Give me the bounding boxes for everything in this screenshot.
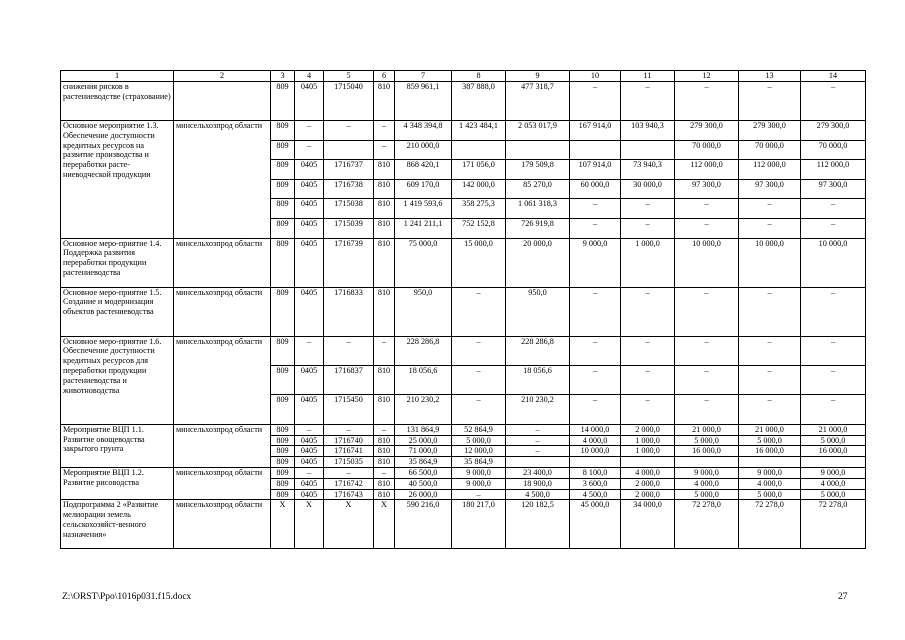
value-cell: – [324, 467, 374, 478]
footer-page-number: 27 [838, 592, 848, 602]
value-cell: 810 [374, 287, 395, 336]
value-cell: 1 423 484,1 [452, 120, 506, 140]
value-cell: 120 182,5 [506, 500, 570, 549]
value-cell: 26 000,0 [395, 489, 452, 500]
value-cell: – [675, 218, 739, 238]
value-cell: – [801, 218, 866, 238]
value-cell: – [506, 446, 570, 457]
value-cell: 10 000,0 [739, 238, 801, 287]
value-cell: 66 500,0 [395, 467, 452, 478]
value-cell: 809 [271, 489, 295, 500]
value-cell: 809 [271, 395, 295, 424]
table-row [61, 424, 866, 435]
value-cell: 809 [271, 457, 295, 468]
measure-name-cell: снижения рисков в растениеводстве (страхование) [61, 81, 174, 120]
value-cell: 72 278,0 [801, 500, 866, 549]
value-cell: 3 600,0 [570, 478, 621, 489]
value-cell: 35 864,9 [395, 457, 452, 468]
value-cell: 18 056,6 [506, 365, 570, 394]
value-cell: – [801, 336, 866, 365]
value-cell: 210 230,2 [395, 395, 452, 424]
value-cell: 34 000,0 [621, 500, 675, 549]
value-cell: 4 500,0 [570, 489, 621, 500]
value-cell: 809 [271, 365, 295, 394]
value-cell: 1716743 [324, 489, 374, 500]
value-cell: 2 053 017,9 [506, 120, 570, 140]
value-cell: – [621, 81, 675, 120]
value-cell: – [295, 140, 324, 160]
value-cell: 228 286,8 [395, 336, 452, 365]
value-cell: 0405 [295, 238, 324, 287]
value-cell: 810 [374, 218, 395, 238]
value-cell: 107 914,0 [570, 160, 621, 180]
value-cell: 71 000,0 [395, 446, 452, 457]
value-cell: 810 [374, 179, 395, 199]
document-page [60, 70, 865, 549]
value-cell: – [739, 287, 801, 336]
value-cell: 75 000,0 [395, 238, 452, 287]
value-cell: 112 000,0 [739, 160, 801, 180]
value-cell: 1716737 [324, 160, 374, 180]
header-cell: 4 [295, 71, 324, 82]
executor-cell: минсельхозпрод области [174, 238, 271, 287]
value-cell: – [570, 395, 621, 424]
table-row [61, 500, 866, 549]
value-cell: – [506, 424, 570, 435]
value-cell: 21 000,0 [801, 424, 866, 435]
executor-cell: минсельхозпрод области [174, 120, 271, 238]
value-cell: 30 000,0 [621, 179, 675, 199]
value-cell: 70 000,0 [739, 140, 801, 160]
value-cell: 279 300,0 [739, 120, 801, 140]
value-cell: – [374, 467, 395, 478]
value-cell: 52 864,9 [452, 424, 506, 435]
value-cell: 279 300,0 [801, 120, 866, 140]
value-cell: 35 864,9 [452, 457, 506, 468]
value-cell: 809 [271, 81, 295, 120]
value-cell: 1716742 [324, 478, 374, 489]
value-cell: 5 000,0 [675, 489, 739, 500]
value-cell: 810 [374, 199, 395, 219]
value-cell: Х [295, 500, 324, 549]
value-cell: 1716738 [324, 179, 374, 199]
value-cell: 809 [271, 140, 295, 160]
value-cell: – [675, 199, 739, 219]
value-cell: Х [374, 500, 395, 549]
value-cell: 171 056,0 [452, 160, 506, 180]
value-cell: – [739, 81, 801, 120]
value-cell: 810 [374, 478, 395, 489]
value-cell [452, 140, 506, 160]
value-cell: 810 [374, 457, 395, 468]
value-cell: 809 [271, 160, 295, 180]
value-cell: 0405 [295, 81, 324, 120]
value-cell: 810 [374, 365, 395, 394]
table-row [61, 336, 866, 365]
value-cell: 167 914,0 [570, 120, 621, 140]
value-cell: – [675, 336, 739, 365]
value-cell: – [506, 435, 570, 446]
value-cell: 4 348 394,8 [395, 120, 452, 140]
value-cell: 16 000,0 [739, 446, 801, 457]
value-cell: – [452, 365, 506, 394]
header-cell: 6 [374, 71, 395, 82]
value-cell: 4 000,0 [570, 435, 621, 446]
value-cell: 70 000,0 [675, 140, 739, 160]
header-cell: 14 [801, 71, 866, 82]
value-cell: – [801, 365, 866, 394]
executor-cell [174, 81, 271, 120]
header-cell: 8 [452, 71, 506, 82]
value-cell: 0405 [295, 489, 324, 500]
value-cell: – [324, 424, 374, 435]
value-cell: 950,0 [506, 287, 570, 336]
value-cell: 810 [374, 489, 395, 500]
value-cell: 210 000,0 [395, 140, 452, 160]
value-cell: 5 000,0 [801, 435, 866, 446]
value-cell: – [374, 424, 395, 435]
value-cell: 180 217,0 [452, 500, 506, 549]
value-cell: 85 270,0 [506, 179, 570, 199]
value-cell: – [452, 489, 506, 500]
header-cell: 5 [324, 71, 374, 82]
value-cell: Х [324, 500, 374, 549]
value-cell: 9 000,0 [452, 478, 506, 489]
value-cell: 809 [271, 424, 295, 435]
value-cell: – [570, 218, 621, 238]
value-cell: 1715035 [324, 457, 374, 468]
value-cell: 5 000,0 [739, 435, 801, 446]
value-cell: 72 278,0 [739, 500, 801, 549]
value-cell: 2 000,0 [621, 478, 675, 489]
value-cell [621, 140, 675, 160]
value-cell: 97 300,0 [739, 179, 801, 199]
measure-name-cell: Мероприятие ВЦП 1.1. Развитие овощеводства закрытого грунта [61, 424, 174, 467]
value-cell: 112 000,0 [801, 160, 866, 180]
header-cell: 3 [271, 71, 295, 82]
value-cell: 358 275,3 [452, 199, 506, 219]
value-cell: – [295, 336, 324, 365]
value-cell: 1716837 [324, 365, 374, 394]
value-cell: 228 286,8 [506, 336, 570, 365]
value-cell: – [452, 336, 506, 365]
value-cell [324, 140, 374, 160]
executor-cell: минсельхозпрод области [174, 424, 271, 467]
value-cell: – [324, 336, 374, 365]
value-cell: – [570, 81, 621, 120]
value-cell: 9 000,0 [801, 467, 866, 478]
value-cell: 4 000,0 [621, 467, 675, 478]
value-cell: 18 056,6 [395, 365, 452, 394]
value-cell: – [374, 336, 395, 365]
value-cell: – [621, 336, 675, 365]
value-cell: – [570, 365, 621, 394]
value-cell: 0405 [295, 365, 324, 394]
value-cell: 809 [271, 120, 295, 140]
value-cell: – [675, 395, 739, 424]
value-cell: 1716833 [324, 287, 374, 336]
value-cell: – [570, 199, 621, 219]
value-cell: 97 300,0 [801, 179, 866, 199]
value-cell: 810 [374, 446, 395, 457]
value-cell: 0405 [295, 457, 324, 468]
table-row [61, 287, 866, 336]
value-cell: – [621, 365, 675, 394]
value-cell: 5 000,0 [801, 489, 866, 500]
value-cell: 1 000,0 [621, 238, 675, 287]
value-cell: 1 419 593,6 [395, 199, 452, 219]
value-cell: 809 [271, 467, 295, 478]
table-row [61, 81, 866, 120]
header-cell: 13 [739, 71, 801, 82]
value-cell: 9 000,0 [739, 467, 801, 478]
table-row [61, 467, 866, 478]
value-cell: – [452, 287, 506, 336]
header-cell: 2 [174, 71, 271, 82]
value-cell: 0405 [295, 218, 324, 238]
value-cell: 25 000,0 [395, 435, 452, 446]
value-cell: – [374, 140, 395, 160]
value-cell: 5 000,0 [739, 489, 801, 500]
value-cell: 1716739 [324, 238, 374, 287]
value-cell: – [675, 365, 739, 394]
value-cell: 726 919,8 [506, 218, 570, 238]
header-cell: 12 [675, 71, 739, 82]
value-cell: 810 [374, 435, 395, 446]
value-cell: 2 000,0 [621, 424, 675, 435]
value-cell [739, 457, 801, 468]
value-cell: 15 000,0 [452, 238, 506, 287]
value-cell: 1 000,0 [621, 446, 675, 457]
value-cell: 810 [374, 238, 395, 287]
value-cell: 142 000,0 [452, 179, 506, 199]
value-cell: 1715039 [324, 218, 374, 238]
value-cell: 18 900,0 [506, 478, 570, 489]
value-cell [570, 140, 621, 160]
value-cell: 9 000,0 [570, 238, 621, 287]
value-cell: 210 230,2 [506, 395, 570, 424]
value-cell: 809 [271, 435, 295, 446]
value-cell: 809 [271, 218, 295, 238]
value-cell: 4 000,0 [801, 478, 866, 489]
table-row [61, 238, 866, 287]
value-cell [570, 457, 621, 468]
value-cell: – [739, 365, 801, 394]
value-cell: – [801, 81, 866, 120]
value-cell: 8 100,0 [570, 467, 621, 478]
budget-table [60, 70, 866, 549]
value-cell: 5 000,0 [452, 435, 506, 446]
value-cell: 73 940,3 [621, 160, 675, 180]
value-cell: 1 061 318,3 [506, 199, 570, 219]
value-cell: 60 000,0 [570, 179, 621, 199]
value-cell: 590 216,0 [395, 500, 452, 549]
value-cell: 179 509,8 [506, 160, 570, 180]
measure-name-cell: Основное меро-приятие 1.5. Создание и модернизация объектов растениеводства [61, 287, 174, 336]
value-cell: 809 [271, 238, 295, 287]
executor-cell: минсельхозпрод области [174, 287, 271, 336]
value-cell [621, 457, 675, 468]
value-cell: 0405 [295, 160, 324, 180]
value-cell: 0405 [295, 395, 324, 424]
value-cell: Х [271, 500, 295, 549]
measure-name-cell: Основное меро-приятие 1.6. Обеспечение доступности кредитных ресурсов для переработки продукции растениеводства и животноводства [61, 336, 174, 424]
value-cell: – [452, 395, 506, 424]
header-cell: 9 [506, 71, 570, 82]
executor-cell: минсельхозпрод области [174, 500, 271, 549]
value-cell: 868 420,1 [395, 160, 452, 180]
value-cell: 752 152,8 [452, 218, 506, 238]
value-cell: 809 [271, 179, 295, 199]
value-cell: 1715040 [324, 81, 374, 120]
value-cell: 0405 [295, 435, 324, 446]
executor-cell: минсельхозпрод области [174, 336, 271, 424]
value-cell [675, 457, 739, 468]
measure-name-cell: Мероприятие ВЦП 1.2. Развитие рисоводства [61, 467, 174, 499]
value-cell: 809 [271, 446, 295, 457]
value-cell: 1715450 [324, 395, 374, 424]
header-cell: 7 [395, 71, 452, 82]
value-cell: 103 940,3 [621, 120, 675, 140]
value-cell: – [621, 199, 675, 219]
value-cell: 1 000,0 [621, 435, 675, 446]
value-cell: 23 400,0 [506, 467, 570, 478]
value-cell: 16 000,0 [801, 446, 866, 457]
value-cell: 112 000,0 [675, 160, 739, 180]
value-cell: 12 000,0 [452, 446, 506, 457]
value-cell: – [675, 81, 739, 120]
value-cell: – [739, 336, 801, 365]
value-cell: – [621, 218, 675, 238]
value-cell: 14 000,0 [570, 424, 621, 435]
value-cell: – [801, 199, 866, 219]
value-cell: 20 000,0 [506, 238, 570, 287]
executor-cell: минсельхозпрод области [174, 467, 271, 499]
value-cell: 0405 [295, 179, 324, 199]
value-cell: 477 318,7 [506, 81, 570, 120]
value-cell: 72 278,0 [675, 500, 739, 549]
value-cell: 809 [271, 199, 295, 219]
value-cell: – [621, 287, 675, 336]
value-cell: 40 500,0 [395, 478, 452, 489]
value-cell [506, 140, 570, 160]
value-cell: 4 000,0 [739, 478, 801, 489]
value-cell: – [374, 120, 395, 140]
value-cell: 387 888,0 [452, 81, 506, 120]
header-cell: 11 [621, 71, 675, 82]
value-cell: 10 000,0 [570, 446, 621, 457]
value-cell: 0405 [295, 478, 324, 489]
value-cell: – [324, 120, 374, 140]
value-cell: 1716741 [324, 446, 374, 457]
value-cell: – [295, 467, 324, 478]
value-cell: 97 300,0 [675, 179, 739, 199]
value-cell: – [570, 287, 621, 336]
measure-name-cell: Основное мероприятие 1.3. Обеспечение доступности кредитных ресурсов на развитие производства и переработки расте-ниеводческой продукции [61, 120, 174, 238]
value-cell: – [739, 218, 801, 238]
value-cell: 21 000,0 [675, 424, 739, 435]
value-cell: 16 000,0 [675, 446, 739, 457]
value-cell: 810 [374, 160, 395, 180]
value-cell: 810 [374, 395, 395, 424]
value-cell: – [570, 336, 621, 365]
value-cell: – [295, 120, 324, 140]
value-cell: 9 000,0 [452, 467, 506, 478]
header-cell: 1 [61, 71, 174, 82]
value-cell: 950,0 [395, 287, 452, 336]
value-cell: 131 864,9 [395, 424, 452, 435]
value-cell: – [295, 424, 324, 435]
value-cell: 10 000,0 [675, 238, 739, 287]
table-row [61, 120, 866, 140]
value-cell [801, 457, 866, 468]
value-cell [506, 457, 570, 468]
value-cell: – [739, 199, 801, 219]
value-cell: 5 000,0 [675, 435, 739, 446]
value-cell: 810 [374, 81, 395, 120]
value-cell: 0405 [295, 446, 324, 457]
value-cell: – [621, 395, 675, 424]
value-cell: 21 000,0 [739, 424, 801, 435]
measure-name-cell: Подпрограмма 2 «Развитие мелиорации земель сельскохозяйст-венного назначения» [61, 500, 174, 549]
value-cell: 0405 [295, 199, 324, 219]
footer-file-path: Z:\ORST\Ppo\1016p031.f15.docx [62, 592, 192, 602]
value-cell: 0405 [295, 287, 324, 336]
value-cell: – [675, 287, 739, 336]
value-cell: 1716740 [324, 435, 374, 446]
value-cell: – [801, 395, 866, 424]
value-cell: 2 000,0 [621, 489, 675, 500]
value-cell: 859 961,1 [395, 81, 452, 120]
value-cell: – [739, 395, 801, 424]
value-cell: 279 300,0 [675, 120, 739, 140]
value-cell: 9 000,0 [675, 467, 739, 478]
measure-name-cell: Основное меро-приятие 1.4. Поддержка развития переработки продукции растениеводства [61, 238, 174, 287]
value-cell: 45 000,0 [570, 500, 621, 549]
value-cell: 809 [271, 336, 295, 365]
value-cell: 1 241 211,1 [395, 218, 452, 238]
value-cell: – [801, 287, 866, 336]
value-cell: 70 000,0 [801, 140, 866, 160]
value-cell: 4 000,0 [675, 478, 739, 489]
header-cell: 10 [570, 71, 621, 82]
value-cell: 10 000,0 [801, 238, 866, 287]
table-header-row [61, 71, 866, 82]
value-cell: 1715038 [324, 199, 374, 219]
value-cell: 809 [271, 478, 295, 489]
value-cell: 809 [271, 287, 295, 336]
value-cell: 4 500,0 [506, 489, 570, 500]
value-cell: 609 170,0 [395, 179, 452, 199]
